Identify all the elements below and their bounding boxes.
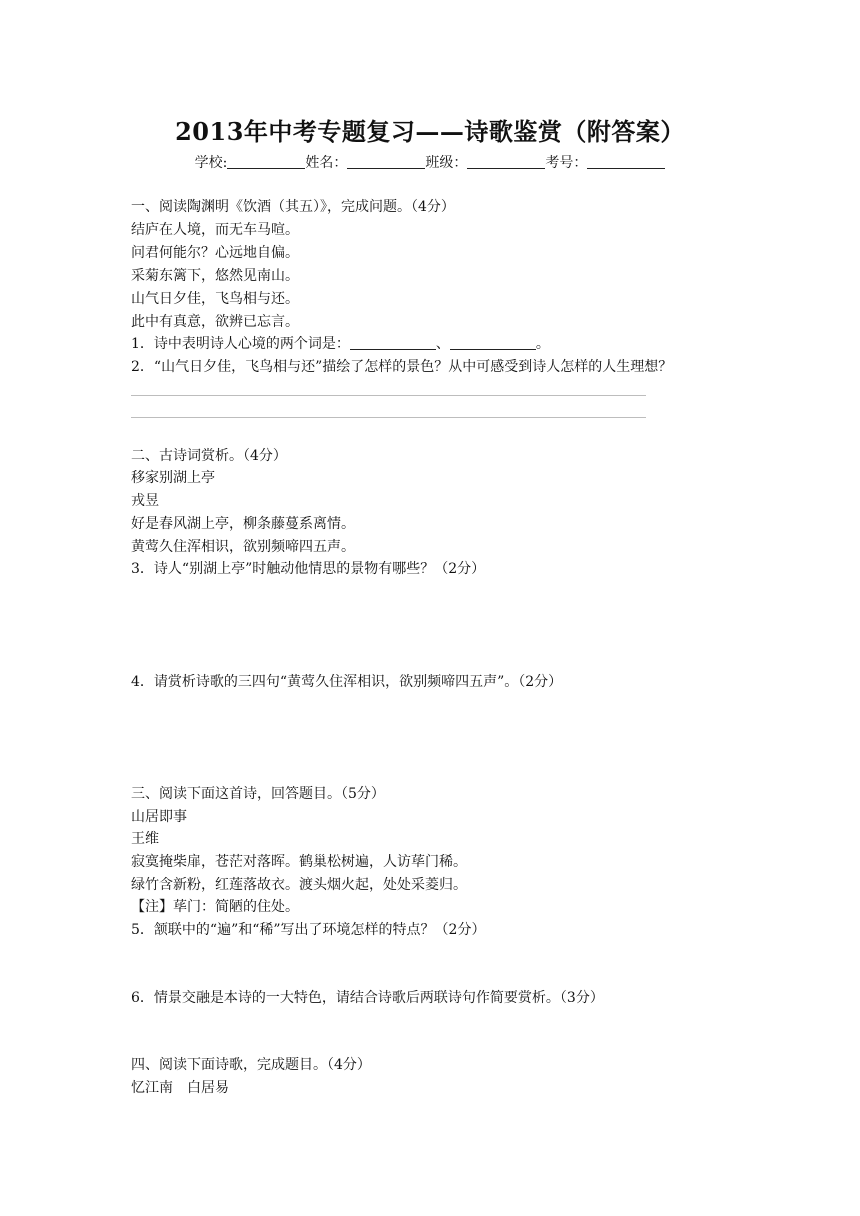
poem-title: 山居即事 xyxy=(131,809,187,825)
poem-line: 黄莺久住浑相识，欲别频啼四五声。 xyxy=(131,539,355,555)
poem-title: 移家别湖上亭 xyxy=(131,470,215,486)
section1-heading: 一、阅读陶渊明《饮酒（其五）》，完成问题。（4分） xyxy=(131,199,455,215)
question-1-text: 1．诗中表明诗人心境的两个词是： xyxy=(131,336,350,352)
question-1 xyxy=(131,335,550,353)
poem-title-author: 忆江南 白居易 xyxy=(131,1080,229,1096)
question-6: 6．情景交融是本诗的一大特色，请结合诗歌后两联诗句作简要赏析。（3分） xyxy=(131,990,604,1006)
answer-line[interactable] xyxy=(131,395,646,396)
student-info-line xyxy=(0,152,860,172)
school-blank[interactable] xyxy=(227,154,305,169)
question-2: 2．“山气日夕佳，飞鸟相与还”描绘了怎样的景色？从中可感受到诗人怎样的人生理想？ xyxy=(131,359,673,375)
class-blank[interactable] xyxy=(467,154,545,169)
answer-blank-2[interactable] xyxy=(450,336,536,350)
section4-heading: 四、阅读下面诗歌，完成题目。（4分） xyxy=(131,1057,371,1073)
question-5: 5．颔联中的“遍”和“稀”写出了环境怎样的特点？（2分） xyxy=(131,922,486,938)
class-label: 班级： xyxy=(425,155,468,171)
exam-no-label: 考号： xyxy=(545,155,588,171)
exam-no-blank[interactable] xyxy=(587,154,665,169)
question-1-end: 。 xyxy=(535,336,550,352)
poem-line: 问君何能尔？心远地自偏。 xyxy=(131,245,299,261)
question-4: 4．请赏析诗歌的三四句“黄莺久住浑相识，欲别频啼四五声”。（2分） xyxy=(131,674,563,690)
poem-line: 采菊东篱下，悠然见南山。 xyxy=(131,268,299,284)
section3-heading: 三、阅读下面这首诗，回答题目。（5分） xyxy=(131,786,385,802)
answer-line[interactable] xyxy=(131,417,646,418)
poem-line: 结庐在人境，而无车马喧。 xyxy=(131,222,299,238)
poem-line: 山气日夕佳，飞鸟相与还。 xyxy=(131,291,299,307)
name-label: 姓名： xyxy=(305,155,348,171)
school-label: 学校: xyxy=(194,155,228,171)
name-blank[interactable] xyxy=(347,154,425,169)
question-3: 3．诗人“别湖上亭”时触动他情思的景物有哪些？（2分） xyxy=(131,561,486,577)
poem-line: 此中有真意，欲辨已忘言。 xyxy=(131,314,299,330)
document-title: 2013年中考专题复习——诗歌鉴赏（附答案） xyxy=(175,117,685,146)
poem-line: 绿竹含新粉，红莲落故衣。渡头烟火起，处处采菱归。 xyxy=(131,877,467,893)
poem-author: 王维 xyxy=(131,831,159,847)
poem-line: 寂寞掩柴扉，苍茫对落晖。鹤巢松树遍，人访荜门稀。 xyxy=(131,854,467,870)
answer-blank-1[interactable] xyxy=(350,336,436,350)
question-1-separator: 、 xyxy=(435,336,450,352)
poem-note: 【注】荜门：简陋的住处。 xyxy=(131,899,299,915)
poem-line: 好是春风湖上亭，柳条藤蔓系离情。 xyxy=(131,516,355,532)
poem-author: 戎昱 xyxy=(131,493,159,509)
section2-heading: 二、古诗词赏析。（4分） xyxy=(131,448,287,464)
